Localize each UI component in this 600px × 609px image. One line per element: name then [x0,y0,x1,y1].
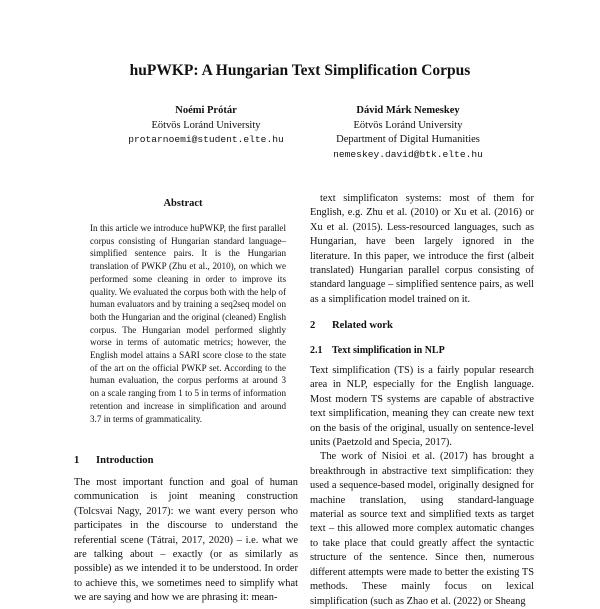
subsection-title: Text simplification in NLP [332,345,445,356]
author-block-2 [298,104,518,162]
author-department: Department of Digital Humanities [336,134,480,145]
paper-title: huPWKP: A Hungarian Text Simplification Corpus [129,62,471,79]
author-affiliation: Eötvös Loránd University [353,119,463,131]
related-work-body [310,364,534,609]
right-column-intro-text: text simplificaton systems: most of them for English, e.g. Zhu et al. (2010) or Xu et al. (2016) or Xu et al. (2015). Less-resourced languages, such as Hungarian, have been largely ignored in the literature. In this paper, we introduce the first (albeit translated) Hungarian parallel corpus consisting of standard language – simplified sentence pairs, as well as a simplification model trained on it. [310,193,534,305]
author-affiliation: Eötvös Loránd University [151,119,261,131]
abstract-heading: Abstract [163,198,203,209]
section-title: Related work [332,320,393,331]
abstract-text: In this article we introduce huPWKP, the first parallel corpus consisting of Hungarian standard language–simplified sentence pairs. It is the Hungarian translation of PWKP (Zhu et al., 2010), on which we performed some cleaning in order to improve its quality. We evaluated the corpus both with the help of human evaluators and by training a seq2seq model on both the Hungarian and the original (cleaned) English corpus. The Hungarian model performed slightly worse in terms of automatic metrics; however, the English model attains a SARI score close to the state of the art on the official PWKP set. According to the human evaluation, the corpus performs at around 3 on a scale ranging from 1 to 5 in terms of information retention and increase in simplification and around 3.7 in terms of grammaticality. [90,223,286,424]
section-number: 1 [74,455,80,466]
paragraph: Text simplification (TS) is a fairly popular research area in NLP, especially for the English language. Most modern TS systems are capable of abstractive text simplification, meaning they can create new text on the basis of the original, usually on sentence-level units (Paetzold and Specia, 2017). [310,365,534,449]
section-heading-related-work [310,320,393,331]
author-block-1 [96,104,316,148]
subsection-heading-text-simplification [310,345,445,356]
author-name: Dávid Márk Nemeskey [356,105,460,116]
section-heading-introduction [74,455,154,466]
introduction-text: The most important function and goal of human communication is joint meaning construction (Tolcsvai Nagy, 2017): we want every person who participates in the discourse to understand the referential scene (Tátrai, 2017, 2020) – i.e. what we are talking about – exactly (or as similarly as possible) as we intended it to be understood. In order to achieve this, we sometimes need to simplify what we are saying and how we are phrasing it: mean- [74,477,298,604]
section-title: Introduction [96,455,154,466]
section-number: 2 [310,320,316,331]
author-name: Noémi Prótár [175,105,237,116]
author-email: protarnoemi@student.elte.hu [128,134,284,145]
paragraph: The work of Nisioi et al. (2017) has brought a breakthrough in abstractive text simplification: they used a sequence-based model, originally designed for machine translation, using standard-language material as source text and simplified texts as target text – this allowed more complex automatic changes to take place that could greatly affect the syntactic structure of the sentence. Since then, numerous different attempts were made to better the existing TS methods. These mainly focus on lexical simplification (such as Zhao et al. (2022) or Sheang [310,451,534,607]
subsection-number: 2.1 [310,345,323,356]
author-email: nemeskey.david@btk.elte.hu [333,148,483,160]
